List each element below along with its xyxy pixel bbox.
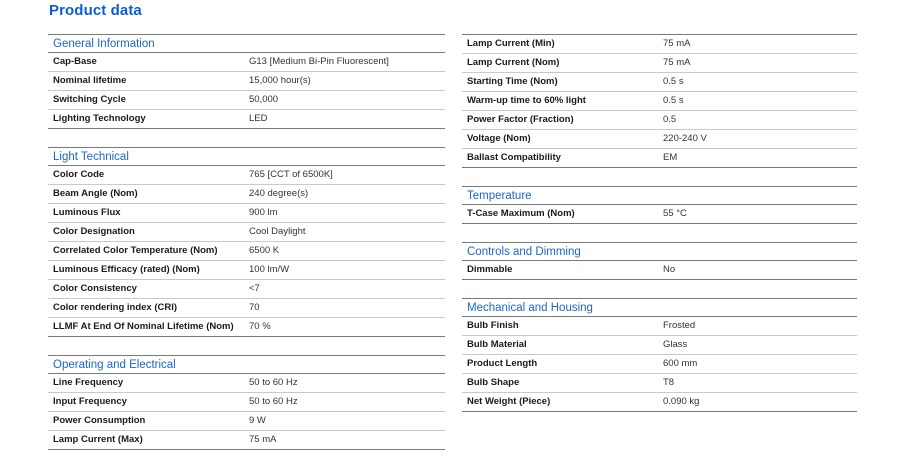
section-title: Temperature xyxy=(462,186,857,205)
spec-value: 765 [CCT of 6500K] xyxy=(249,169,333,180)
left-spec-column xyxy=(48,34,445,450)
spec-label: Bulb Material xyxy=(467,339,527,350)
section-spacer xyxy=(48,337,445,355)
spec-section xyxy=(48,355,445,450)
spec-row xyxy=(462,317,857,336)
spec-row xyxy=(462,374,857,393)
spec-value: 55 °C xyxy=(663,208,687,219)
spec-row xyxy=(48,110,445,129)
spec-row xyxy=(48,72,445,91)
spec-value: Glass xyxy=(663,339,688,350)
spec-row xyxy=(48,223,445,242)
spec-value: Frosted xyxy=(663,320,696,331)
section-title: Light Technical xyxy=(48,147,445,166)
spec-label: Voltage (Nom) xyxy=(467,133,531,144)
spec-row xyxy=(462,73,857,92)
spec-label: Luminous Flux xyxy=(53,207,121,218)
spec-label: Correlated Color Temperature (Nom) xyxy=(53,245,218,256)
spec-row xyxy=(462,393,857,412)
spec-row xyxy=(48,91,445,110)
spec-row xyxy=(462,92,857,111)
spec-value: 0.5 s xyxy=(663,76,684,87)
spec-value: 75 mA xyxy=(663,38,691,49)
spec-label: Power Factor (Fraction) xyxy=(467,114,574,125)
spec-value: 0.5 s xyxy=(663,95,684,106)
spec-value: 600 mm xyxy=(663,358,698,369)
right-spec-column xyxy=(462,34,857,412)
spec-label: Lamp Current (Min) xyxy=(467,38,555,49)
spec-label: Input Frequency xyxy=(53,396,127,407)
spec-value: 0.090 kg xyxy=(663,396,700,407)
spec-label: Color Consistency xyxy=(53,283,137,294)
spec-row xyxy=(48,374,445,393)
spec-value: 50 to 60 Hz xyxy=(249,377,298,388)
spec-label: T-Case Maximum (Nom) xyxy=(467,208,575,219)
spec-label: Lamp Current (Nom) xyxy=(467,57,560,68)
section-title: General Information xyxy=(48,34,445,53)
spec-label: Line Frequency xyxy=(53,377,124,388)
spec-section xyxy=(48,147,445,337)
spec-value: 0.5 xyxy=(663,114,677,125)
spec-row xyxy=(462,130,857,149)
spec-row xyxy=(48,261,445,280)
spec-value: Cool Daylight xyxy=(249,226,306,237)
spec-value: G13 [Medium Bi-Pin Fluorescent] xyxy=(249,56,389,67)
spec-row xyxy=(48,299,445,318)
spec-row xyxy=(48,280,445,299)
spec-value: 70 xyxy=(249,302,260,313)
spec-value: EM xyxy=(663,152,678,163)
spec-row xyxy=(462,261,857,280)
spec-label: Switching Cycle xyxy=(53,94,126,105)
spec-label: Bulb Shape xyxy=(467,377,520,388)
section-title: Controls and Dimming xyxy=(462,242,857,261)
section-title: Operating and Electrical xyxy=(48,355,445,374)
spec-label: Bulb Finish xyxy=(467,320,519,331)
spec-value: 220-240 V xyxy=(663,133,707,144)
spec-value: <7 xyxy=(249,283,260,294)
spec-label: Starting Time (Nom) xyxy=(467,76,558,87)
section-spacer xyxy=(462,168,857,186)
spec-value: T8 xyxy=(663,377,675,388)
spec-value: 75 mA xyxy=(249,434,277,445)
section-spacer xyxy=(462,224,857,242)
section-spacer xyxy=(462,280,857,298)
spec-row xyxy=(48,185,445,204)
spec-section xyxy=(48,34,445,129)
spec-value: 6500 K xyxy=(249,245,280,256)
section-spacer xyxy=(48,129,445,147)
spec-label: LLMF At End Of Nominal Lifetime (Nom) xyxy=(53,321,234,332)
spec-section xyxy=(462,242,857,280)
section-title: Mechanical and Housing xyxy=(462,298,857,317)
spec-label: Luminous Efficacy (rated) (Nom) xyxy=(53,264,200,275)
spec-row xyxy=(48,431,445,450)
spec-label: Net Weight (Piece) xyxy=(467,396,551,407)
spec-row xyxy=(462,205,857,224)
spec-value: 50 to 60 Hz xyxy=(249,396,298,407)
spec-value: No xyxy=(663,264,676,275)
spec-section xyxy=(462,298,857,412)
spec-row xyxy=(48,393,445,412)
page-title: Product data xyxy=(49,2,142,19)
spec-label: Lighting Technology xyxy=(53,113,146,124)
spec-value: 100 lm/W xyxy=(249,264,290,275)
spec-row xyxy=(48,318,445,337)
spec-value: 240 degree(s) xyxy=(249,188,309,199)
spec-row xyxy=(48,242,445,261)
spec-value: 75 mA xyxy=(663,57,691,68)
spec-label: Nominal lifetime xyxy=(53,75,127,86)
spec-row xyxy=(48,204,445,223)
spec-label: Product Length xyxy=(467,358,538,369)
spec-label: Cap-Base xyxy=(53,56,97,67)
spec-value: 50,000 xyxy=(249,94,279,105)
spec-section xyxy=(462,34,857,168)
spec-row xyxy=(462,336,857,355)
spec-label: Color Code xyxy=(53,169,105,180)
spec-row xyxy=(462,54,857,73)
spec-label: Warm-up time to 60% light xyxy=(467,95,586,106)
spec-value: 900 lm xyxy=(249,207,278,218)
spec-row xyxy=(462,35,857,54)
spec-section xyxy=(462,186,857,224)
spec-value: 15,000 hour(s) xyxy=(249,75,311,86)
spec-row xyxy=(462,149,857,168)
spec-value: LED xyxy=(249,113,268,124)
spec-row xyxy=(462,355,857,374)
spec-row xyxy=(48,412,445,431)
spec-label: Beam Angle (Nom) xyxy=(53,188,138,199)
spec-label: Color rendering index (CRI) xyxy=(53,302,178,313)
spec-row xyxy=(48,53,445,72)
spec-label: Power Consumption xyxy=(53,415,146,426)
spec-row xyxy=(462,111,857,130)
spec-label: Dimmable xyxy=(467,264,513,275)
spec-label: Lamp Current (Max) xyxy=(53,434,143,445)
spec-row xyxy=(48,166,445,185)
spec-label: Color Designation xyxy=(53,226,135,237)
spec-value: 70 % xyxy=(249,321,271,332)
spec-value: 9 W xyxy=(249,415,266,426)
spec-label: Ballast Compatibility xyxy=(467,152,561,163)
